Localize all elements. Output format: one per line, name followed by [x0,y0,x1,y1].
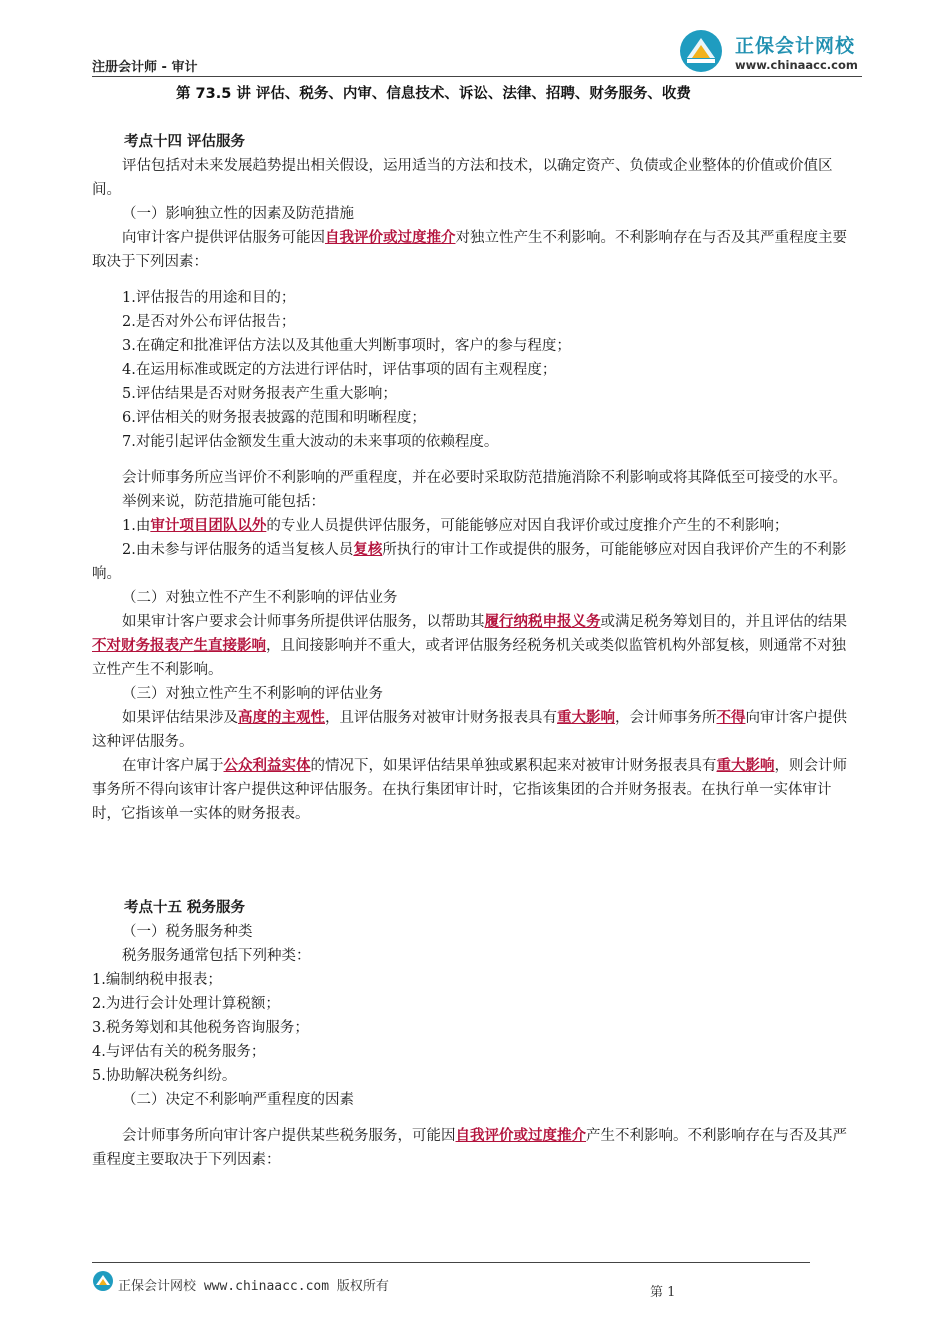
list-item: 5.评估结果是否对财务报表产生重大影响； [122,386,397,402]
emphasis-text: 自我评价或过度推介 [455,1127,586,1144]
measure-item: 1.由审计项目团队以外的专业人员提供评估服务，可能能够应对因自我评价或过度推介产生的不利影响； [122,517,789,534]
page-number: 第 1 [650,1285,676,1300]
emphasis-text: 复核 [353,541,383,558]
paragraph: 如果审计客户要求会计师事务所提供评估服务，以帮助其履行纳税申报义务或满足税务筹划目的，并且评估的结果不对财务报表产生直接影响，且间接影响并不重大，或者评估服务经税务机关或类似监管机构外部复核，则通常不对独立性产生不利影响。 [92,613,847,678]
emphasis-text: 重大影响 [557,709,615,726]
emphasis-text: 不得 [716,709,746,726]
list-item: 6.评估相关的财务报表披露的范围和明晰程度； [122,410,426,426]
footer-logo-icon [92,1270,114,1292]
paragraph: 如果评估结果涉及高度的主观性，且评估服务对被审计财务报表具有重大影响，会计师事务所不得向审计客户提供这种评估服务。 [92,709,847,750]
list-item: 1.评估报告的用途和目的； [122,290,296,306]
footer-copyright: 正保会计网校 www.chinaacc.com 版权所有 [118,1279,389,1294]
subheading: （一）税务服务种类 [122,924,253,940]
measure-item: 2.由未参与评估服务的适当复核人员复核所执行的审计工作或提供的服务，可能能够应对因自我评价产生的不利影响。 [92,541,847,582]
lecture-title: 第 73.5 讲 评估、税务、内审、信息技术、诉讼、法律、招聘、财务服务、收费 [176,86,691,102]
emphasis-text: 公众利益实体 [223,757,311,774]
header-divider [92,76,862,77]
emphasis-text: 自我评价或过度推介 [325,229,456,246]
logo-brand-name: 正保会计网校 [735,35,856,57]
list-item: 3.税务筹划和其他税务咨询服务； [92,1020,309,1036]
section-heading-valuation: 考点十四 评估服务 [124,134,246,150]
document-body [92,130,860,1172]
paragraph: 在审计客户属于公众利益实体的情况下，如果评估结果单独或累积起来对被审计财务报表具有重大影响，则会计师事务所不得向该审计客户提供这种评估服务。在执行集团审计时，它指该集团的合并财务报表。在执行单一实体审计时，它指该单一实体的财务报表。 [92,757,847,822]
subheading: （二）对独立性不产生不利影响的评估业务 [122,590,398,606]
list-item: 7.对能引起评估金额发生重大波动的未来事项的依赖程度。 [122,434,499,450]
factor-list [92,286,860,454]
paragraph: 会计师事务所向审计客户提供某些税务服务，可能因自我评价或过度推介产生不利影响。不利影响存在与否及其严重程度主要取决于下列因素： [92,1127,847,1168]
list-item: 4.在运用标准或既定的方法进行评估时，评估事项的固有主观程度； [122,362,557,378]
list-item: 3.在确定和批准评估方法以及其他重大判断事项时，客户的参与程度； [122,338,571,354]
paragraph: 评估包括对未来发展趋势提出相关假设，运用适当的方法和技术，以确定资产、负债或企业整体的价值或价值区间。 [92,158,833,198]
paragraph: 向审计客户提供评估服务可能因自我评价或过度推介对独立性产生不利影响。不利影响存在与否及其严重程度主要取决于下列因素： [92,229,847,270]
emphasis-text: 不对财务报表产生直接影响 [92,637,266,654]
emphasis-text: 高度的主观性 [238,709,325,726]
section-heading-tax: 考点十五 税务服务 [124,900,246,916]
emphasis-text: 重大影响 [716,757,775,774]
list-item: 2.为进行会计处理计算税额； [92,996,280,1012]
paragraph: 举例来说，防范措施可能包括： [122,494,325,510]
list-item: 2.是否对外公布评估报告； [122,314,296,330]
paragraph: 税务服务通常包括下列种类： [122,948,311,964]
subheading: （二）决定不利影响严重程度的因素 [122,1092,354,1108]
footer-divider [92,1262,810,1263]
emphasis-text: 审计项目团队以外 [150,517,267,534]
list-item: 5.协助解决税务纠纷。 [92,1068,237,1084]
header-course-title: 注册会计师 - 审计 [92,60,198,75]
subheading: （三）对独立性产生不利影响的评估业务 [122,686,383,702]
tax-kind-list [92,968,860,1088]
paragraph: 会计师事务所应当评价不利影响的严重程度，并在必要时采取防范措施消除不利影响或将其降低至可接受的水平。 [122,470,847,486]
list-item: 4.与评估有关的税务服务； [92,1044,266,1060]
emphasis-text: 履行纳税申报义务 [484,613,601,630]
subheading: （一）影响独立性的因素及防范措施 [122,206,354,222]
list-item: 1.编制纳税申报表； [92,972,222,988]
logo-url: www.chinaacc.com [735,58,858,72]
